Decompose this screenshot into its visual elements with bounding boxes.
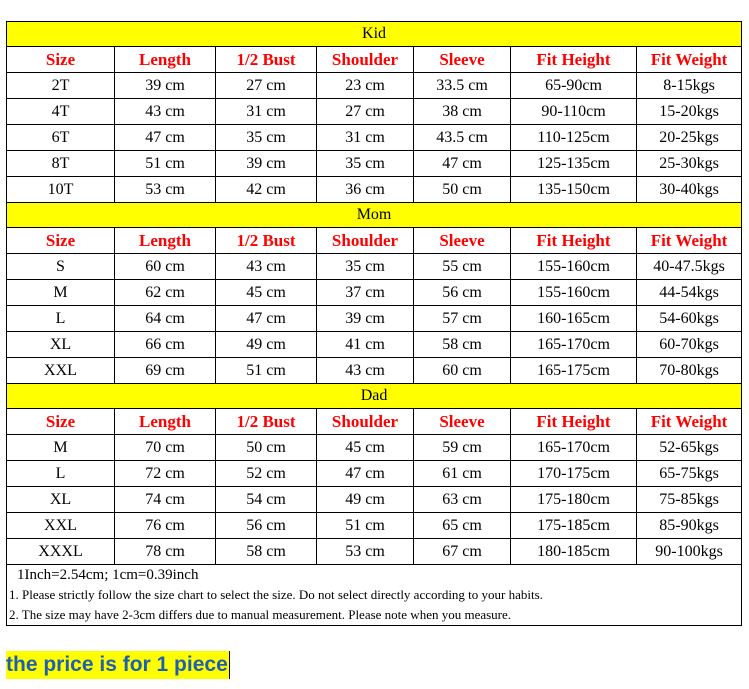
column-header-size: Size	[7, 47, 115, 73]
table-row	[7, 461, 742, 487]
cell-fit-height: 90-110cm	[511, 99, 637, 125]
cell-fit-height: 165-170cm	[511, 332, 637, 358]
cell-sleeve: 65 cm	[414, 513, 511, 539]
cell-half-bust: 56 cm	[216, 513, 317, 539]
cell-fit-height: 170-175cm	[511, 461, 637, 487]
section-title: Mom	[7, 203, 742, 228]
cell-half-bust: 39 cm	[216, 151, 317, 177]
conversion-note: 1Inch=2.54cm; 1cm=0.39inch	[7, 565, 742, 586]
column-header-fit-weight: Fit Weight	[637, 409, 742, 435]
column-header-fit-weight: Fit Weight	[637, 47, 742, 73]
cell-size: XXL	[7, 513, 115, 539]
cell-sleeve: 38 cm	[414, 99, 511, 125]
cell-shoulder: 35 cm	[317, 254, 414, 280]
cell-fit-weight: 90-100kgs	[637, 539, 742, 565]
cell-shoulder: 47 cm	[317, 461, 414, 487]
cell-length: 66 cm	[115, 332, 216, 358]
cell-half-bust: 54 cm	[216, 487, 317, 513]
cell-shoulder: 41 cm	[317, 332, 414, 358]
cell-size: XL	[7, 487, 115, 513]
table-row	[7, 280, 742, 306]
table-row	[7, 99, 742, 125]
column-header-length: Length	[115, 409, 216, 435]
cell-length: 51 cm	[115, 151, 216, 177]
cell-sleeve: 57 cm	[414, 306, 511, 332]
cell-fit-weight: 40-47.5kgs	[637, 254, 742, 280]
cell-sleeve: 61 cm	[414, 461, 511, 487]
cell-length: 60 cm	[115, 254, 216, 280]
cell-shoulder: 53 cm	[317, 539, 414, 565]
column-header-fit-height: Fit Height	[511, 228, 637, 254]
cell-size: XXXL	[7, 539, 115, 565]
cell-half-bust: 27 cm	[216, 73, 317, 99]
cell-fit-weight: 20-25kgs	[637, 125, 742, 151]
cell-size: L	[7, 306, 115, 332]
column-header-shoulder: Shoulder	[317, 409, 414, 435]
cell-length: 74 cm	[115, 487, 216, 513]
cell-size: 10T	[7, 177, 115, 203]
table-row	[7, 487, 742, 513]
cell-length: 43 cm	[115, 99, 216, 125]
cell-half-bust: 50 cm	[216, 435, 317, 461]
cell-sleeve: 60 cm	[414, 358, 511, 384]
column-header-size: Size	[7, 228, 115, 254]
cell-fit-weight: 25-30kgs	[637, 151, 742, 177]
table-row	[7, 358, 742, 384]
conversion-note-row	[7, 565, 742, 586]
cell-shoulder: 51 cm	[317, 513, 414, 539]
column-header-sleeve: Sleeve	[414, 47, 511, 73]
section-row-dad	[7, 384, 742, 409]
table-row	[7, 435, 742, 461]
column-header-shoulder: Shoulder	[317, 228, 414, 254]
note-2-row	[7, 605, 742, 626]
column-header-size: Size	[7, 409, 115, 435]
cell-length: 76 cm	[115, 513, 216, 539]
cell-shoulder: 31 cm	[317, 125, 414, 151]
cell-fit-height: 175-185cm	[511, 513, 637, 539]
table-row	[7, 539, 742, 565]
cell-size: S	[7, 254, 115, 280]
cell-shoulder: 35 cm	[317, 151, 414, 177]
cell-fit-height: 160-165cm	[511, 306, 637, 332]
note-2: 2. The size may have 2-3cm differs due to manual measurement. Please note when you measure.	[7, 605, 742, 626]
cell-half-bust: 51 cm	[216, 358, 317, 384]
column-header-row	[7, 47, 742, 73]
cell-shoulder: 37 cm	[317, 280, 414, 306]
size-chart-table	[6, 21, 742, 626]
note-1: 1. Please strictly follow the size chart to select the size. Do not select directly according to your habits.	[7, 585, 742, 605]
cell-size: 2T	[7, 73, 115, 99]
table-row	[7, 73, 742, 99]
cell-sleeve: 43.5 cm	[414, 125, 511, 151]
cell-sleeve: 33.5 cm	[414, 73, 511, 99]
column-header-length: Length	[115, 47, 216, 73]
cell-size: 8T	[7, 151, 115, 177]
cell-fit-weight: 30-40kgs	[637, 177, 742, 203]
table-row	[7, 177, 742, 203]
cell-fit-weight: 52-65kgs	[637, 435, 742, 461]
cell-half-bust: 43 cm	[216, 254, 317, 280]
cell-fit-weight: 75-85kgs	[637, 487, 742, 513]
cell-fit-weight: 85-90kgs	[637, 513, 742, 539]
cell-sleeve: 67 cm	[414, 539, 511, 565]
cell-shoulder: 45 cm	[317, 435, 414, 461]
column-header-half-bust: 1/2 Bust	[216, 47, 317, 73]
cell-shoulder: 49 cm	[317, 487, 414, 513]
cell-size: L	[7, 461, 115, 487]
column-header-sleeve: Sleeve	[414, 228, 511, 254]
cell-half-bust: 45 cm	[216, 280, 317, 306]
cell-half-bust: 35 cm	[216, 125, 317, 151]
cell-fit-weight: 44-54kgs	[637, 280, 742, 306]
cell-half-bust: 42 cm	[216, 177, 317, 203]
cell-sleeve: 47 cm	[414, 151, 511, 177]
cell-fit-height: 180-185cm	[511, 539, 637, 565]
section-title: Dad	[7, 384, 742, 409]
cell-fit-height: 65-90cm	[511, 73, 637, 99]
cell-length: 78 cm	[115, 539, 216, 565]
cell-fit-height: 175-180cm	[511, 487, 637, 513]
cell-fit-height: 165-175cm	[511, 358, 637, 384]
cell-length: 72 cm	[115, 461, 216, 487]
table-row	[7, 254, 742, 280]
cell-length: 39 cm	[115, 73, 216, 99]
column-header-shoulder: Shoulder	[317, 47, 414, 73]
column-header-sleeve: Sleeve	[414, 409, 511, 435]
table-row	[7, 151, 742, 177]
column-header-half-bust: 1/2 Bust	[216, 228, 317, 254]
cell-size: XXL	[7, 358, 115, 384]
cell-fit-weight: 65-75kgs	[637, 461, 742, 487]
cell-sleeve: 58 cm	[414, 332, 511, 358]
cell-fit-height: 135-150cm	[511, 177, 637, 203]
cell-length: 47 cm	[115, 125, 216, 151]
cell-fit-weight: 54-60kgs	[637, 306, 742, 332]
cell-fit-weight: 60-70kgs	[637, 332, 742, 358]
cell-sleeve: 63 cm	[414, 487, 511, 513]
cell-length: 69 cm	[115, 358, 216, 384]
cell-sleeve: 59 cm	[414, 435, 511, 461]
table-row	[7, 306, 742, 332]
cell-sleeve: 55 cm	[414, 254, 511, 280]
cell-size: 4T	[7, 99, 115, 125]
cell-size: XL	[7, 332, 115, 358]
cell-length: 64 cm	[115, 306, 216, 332]
cell-size: M	[7, 435, 115, 461]
cell-fit-height: 165-170cm	[511, 435, 637, 461]
table-row	[7, 125, 742, 151]
cell-fit-weight: 70-80kgs	[637, 358, 742, 384]
column-header-half-bust: 1/2 Bust	[216, 409, 317, 435]
cell-length: 62 cm	[115, 280, 216, 306]
column-header-fit-height: Fit Height	[511, 47, 637, 73]
section-row-kid	[7, 22, 742, 47]
cell-fit-height: 155-160cm	[511, 254, 637, 280]
cell-fit-height: 125-135cm	[511, 151, 637, 177]
cell-size: 6T	[7, 125, 115, 151]
column-header-fit-weight: Fit Weight	[637, 228, 742, 254]
cell-fit-height: 155-160cm	[511, 280, 637, 306]
cell-fit-height: 110-125cm	[511, 125, 637, 151]
cell-fit-weight: 15-20kgs	[637, 99, 742, 125]
cell-half-bust: 31 cm	[216, 99, 317, 125]
column-header-row	[7, 228, 742, 254]
table-row	[7, 332, 742, 358]
cell-half-bust: 58 cm	[216, 539, 317, 565]
cell-half-bust: 52 cm	[216, 461, 317, 487]
cell-shoulder: 43 cm	[317, 358, 414, 384]
cell-half-bust: 47 cm	[216, 306, 317, 332]
note-1-row	[7, 585, 742, 605]
table-row	[7, 513, 742, 539]
cell-shoulder: 36 cm	[317, 177, 414, 203]
cell-fit-weight: 8-15kgs	[637, 73, 742, 99]
price-note: the price is for 1 piece	[6, 651, 230, 679]
cell-sleeve: 50 cm	[414, 177, 511, 203]
cell-size: M	[7, 280, 115, 306]
cell-shoulder: 27 cm	[317, 99, 414, 125]
cell-half-bust: 49 cm	[216, 332, 317, 358]
cell-length: 53 cm	[115, 177, 216, 203]
column-header-row	[7, 409, 742, 435]
size-chart-body	[7, 22, 742, 626]
column-header-length: Length	[115, 228, 216, 254]
section-title: Kid	[7, 22, 742, 47]
cell-shoulder: 23 cm	[317, 73, 414, 99]
section-row-mom	[7, 203, 742, 228]
cell-shoulder: 39 cm	[317, 306, 414, 332]
cell-sleeve: 56 cm	[414, 280, 511, 306]
cell-length: 70 cm	[115, 435, 216, 461]
column-header-fit-height: Fit Height	[511, 409, 637, 435]
